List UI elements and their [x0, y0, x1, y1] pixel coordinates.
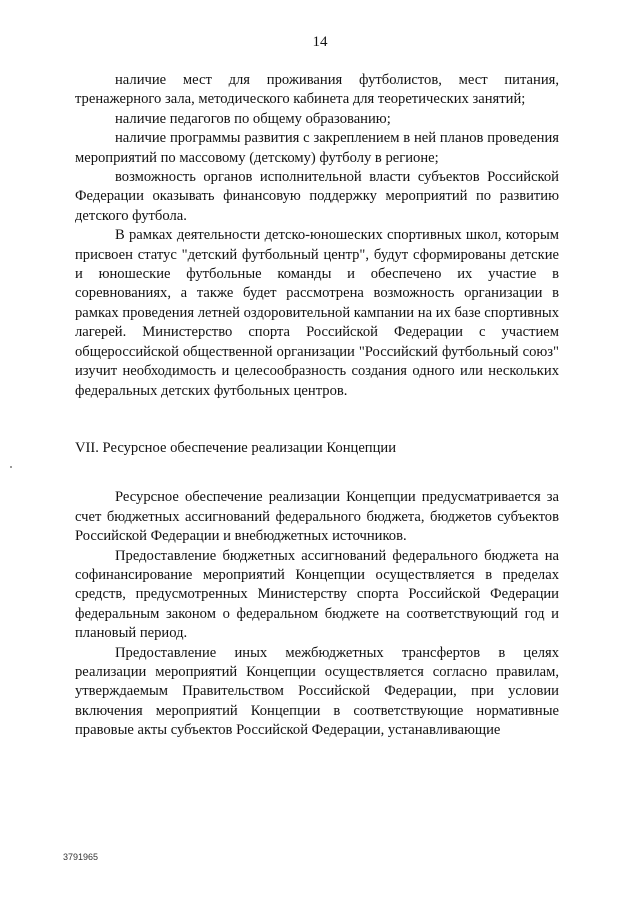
paragraph-budget-allocations: Предоставление бюджетных ассигнований федерального бюджета на софинансирование мероприятий Концепции осуществляется в пределах средств, предусмотренных Министерству спорта Российской Федерации федеральным законом о федеральном бюджете на соответствующий год и плановый период.	[75, 547, 559, 642]
paragraph-accommodation: наличие мест для проживания футболистов, мест питания, тренажерного зала, методического кабинета для теоретических занятий;	[75, 72, 559, 108]
paragraph-development-program: наличие программы развития с закреплением в ней планов проведения мероприятий по массовому (детскому) футболу в регионе;	[75, 130, 559, 166]
page-number: 14	[312, 34, 328, 50]
paragraph-interbudget-transfers: Предоставление иных межбюджетных трансфертов в целях реализации мероприятий Концепции осуществляется согласно правилам, утверждаемым Правительством Российской Федерации, при условии включения мероприятий Концепции в соответствующие нормативные правовые акты субъектов Российской Федерации, устанавливающие	[75, 644, 559, 739]
paragraph-financial-support: возможность органов исполнительной власти субъектов Российской Федерации оказывать финансовую поддержку мероприятий по развитию детского футбола.	[75, 169, 559, 224]
section-heading: VII. Ресурсное обеспечение реализации Концепции	[75, 439, 397, 456]
paragraph-football-centers: В рамках деятельности детско-юношеских спортивных школ, которым присвоен статус "детский футбольный центр", будут сформированы детские и юношеские футбольные команды и обеспечено их участие в соревнованиях, а также будет рассмотрена возможность организации в рамках проведения летней оздоровительной кампании на их базе спортивных лагерей. Министерство спорта Российской Федерации с участием общероссийской общественной организации "Российский футбольный союз" изучит необходимость и целесообразность создания одного или нескольких федеральных детских футбольных центров.	[75, 227, 559, 399]
paragraph-teachers: наличие педагогов по общему образованию;	[115, 110, 391, 127]
scan-speck	[10, 466, 12, 468]
paragraph-resource-provision: Ресурсное обеспечение реализации Концепции предусматривается за счет бюджетных ассигнований федерального бюджета, бюджетов субъектов Российской Федерации и внебюджетных источников.	[75, 489, 559, 545]
document-body	[75, 71, 559, 741]
document-code: 3791965	[63, 852, 99, 862]
